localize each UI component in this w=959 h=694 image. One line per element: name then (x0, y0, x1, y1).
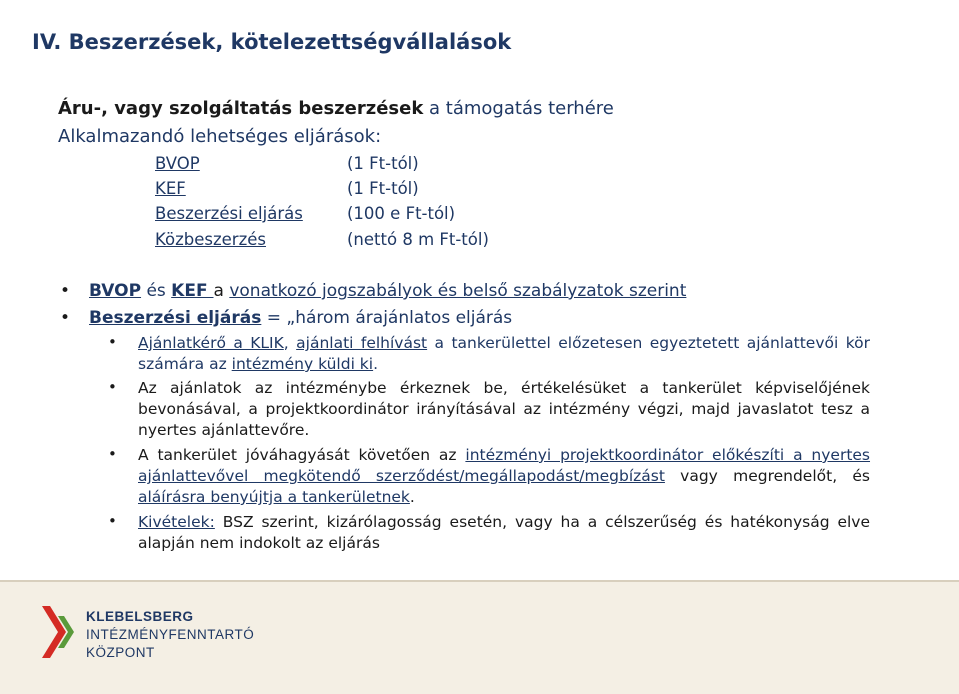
procedure-name: BVOP (155, 154, 200, 173)
bullet-dot: • (108, 378, 117, 396)
text-span: ajánlati felhívást (296, 334, 428, 352)
text-span: Kivételek: (138, 513, 215, 531)
text-span: . (373, 355, 379, 373)
bullet-dot: • (60, 308, 71, 328)
text-span: BSZ szerint, kizárólagosság esetén, vagy ha a célszerűség és hatékonyság elve alapján nem indokolt az eljárás (138, 513, 870, 552)
sub-bullet-text (138, 512, 870, 554)
logo-wordmark (86, 608, 254, 662)
bullet-text: a (213, 281, 230, 301)
sub-bullet-ajanlatkero (108, 333, 870, 375)
bullet-text: = „három árajánlatos eljárás (261, 308, 513, 328)
bullet-dot: • (108, 512, 117, 530)
bullet-text: és (141, 281, 172, 301)
heading-rest: a támogatás terhére (423, 98, 614, 119)
procedures-subheading: Alkalmazandó lehetséges eljárások: (58, 126, 382, 147)
bullet-dot: • (108, 445, 117, 463)
procedure-range: (1 Ft-tól) (347, 179, 419, 198)
text-span: intézmény küldi ki (231, 355, 374, 373)
text-span: A tankerület jóváhagyását követően az (138, 446, 466, 464)
heading-bold: Áru-, vagy szolgáltatás beszerzések (58, 98, 424, 119)
procedure-name: Beszerzési eljárás (155, 204, 303, 223)
procedure-name: KEF (155, 179, 186, 198)
bvop-label: BVOP (89, 281, 142, 301)
text-span: a tankerülettel előzetesen egyeztetett ajánlattevői kör számára az (138, 334, 870, 373)
bullet-text: vonatkozó jogszabályok és belső szabályzatok szerint (229, 281, 687, 301)
text-span: , (283, 334, 297, 352)
text-span: vagy megrendelőt, és (664, 467, 870, 485)
kef-label: KEF (171, 281, 214, 301)
text-span: Ajánlatkérő a KLIK (138, 334, 284, 352)
section-heading (58, 98, 614, 119)
beszerzesi-label: Beszerzési eljárás (89, 308, 262, 328)
logo-line-1: KLEBELSBERG (86, 609, 194, 624)
sub-bullet-text: Az ajánlatok az intézménybe érkeznek be, értékelésüket a tankerület képviselőjének bevonásával, a projektkoordinátor irányításával az intézmény végzi, majd javaslatot tesz a nyertes ajánlattevőre. (138, 379, 870, 439)
sub-bullet-ajanlatok (108, 378, 870, 441)
klebelsberg-logo-icon (36, 604, 82, 662)
sub-bullet-tankerulet (108, 445, 870, 508)
sub-bullet-text (138, 333, 870, 375)
procedure-name: Közbeszerzés (155, 230, 266, 249)
logo-line-3: KÖZPONT (86, 645, 155, 660)
logo-line-2: INTÉZMÉNYFENNTARTÓ (86, 627, 255, 642)
bullet-dot: • (60, 281, 71, 301)
procedure-range: (100 e Ft-tól) (347, 204, 456, 223)
sub-bullet-text (138, 445, 870, 508)
text-span: aláírásra benyújtja a tankerületnek (138, 488, 410, 506)
bullet-dot: • (108, 333, 117, 351)
text-span: intézményi projektkoordinátor előkészíti a nyertes ajánlattevővel megkötendő szerződést/megállapodást/megbízást (138, 446, 871, 485)
text-span: . (409, 488, 415, 506)
sub-bullet-kivetelek (108, 512, 870, 554)
page-title: IV. Beszerzések, kötelezettségvállalások (32, 30, 512, 54)
procedure-range: (nettó 8 m Ft-tól) (347, 230, 489, 249)
procedure-range: (1 Ft-tól) (347, 154, 419, 173)
